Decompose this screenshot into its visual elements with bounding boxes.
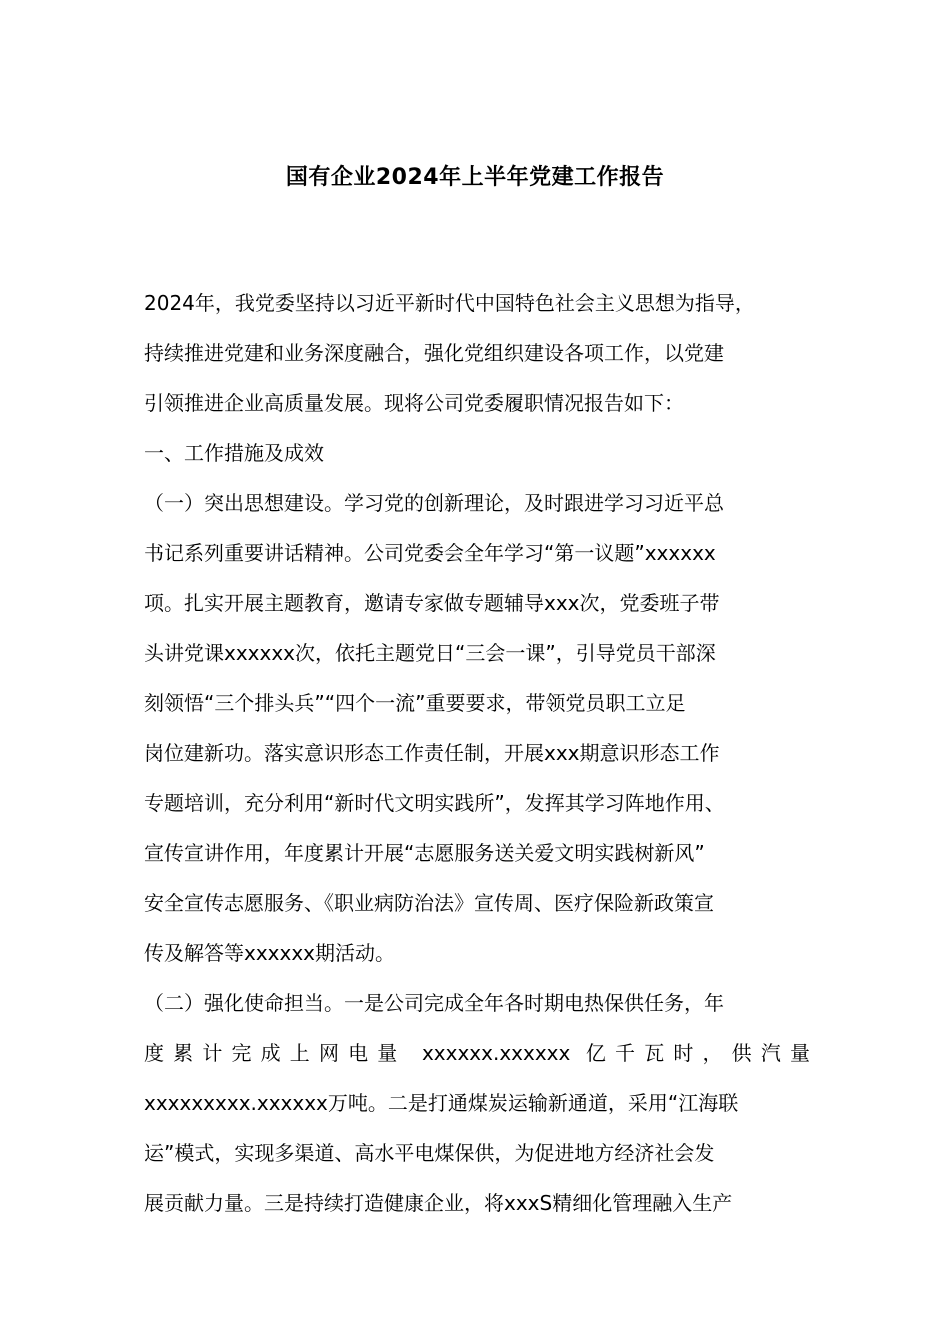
body-line: 持续推进党建和业务深度融合，强化党组织建设各项工作，以党建: [144, 341, 724, 365]
body-line: 安全宣传志愿服务、《职业病防治法》宣传周、医疗保险新政策宣: [144, 891, 714, 915]
body-line: 宣传宣讲作用，年度累计开展“志愿服务送关爱文明实践树新风”: [144, 841, 705, 865]
body-line: 头讲党课xxxxxx次，依托主题党日“三会一课”，引导党员干部深: [144, 641, 716, 665]
body-line: 专题培训，充分利用“新时代文明实践所”，发挥其学习阵地作用、: [144, 791, 725, 815]
section-heading: 一、工作措施及成效: [144, 441, 324, 465]
body-line: 度累计完成上网电量 xxxxxx.xxxxxx 亿千瓦时，供汽量: [144, 1041, 810, 1065]
body-line: 项。扎实开展主题教育，邀请专家做专题辅导xxx次，党委班子带: [144, 591, 720, 615]
document-body: [144, 278, 810, 1228]
body-line: （一）突出思想建设。学习党的创新理论，及时跟进学习习近平总: [144, 491, 724, 515]
body-line: 传及解答等xxxxxx期活动。: [144, 941, 396, 965]
body-line: 运”模式，实现多渠道、高水平电煤保供，为促进地方经济社会发: [144, 1141, 715, 1165]
body-line: 2024年，我党委坚持以习近平新时代中国特色社会主义思想为指导，: [144, 291, 755, 315]
body-line: 岗位建新功。落实意识形态工作责任制，开展xxx期意识形态工作: [144, 741, 720, 765]
body-line: （二）强化使命担当。一是公司完成全年各时期电热保供任务，年: [144, 991, 724, 1015]
body-line: 刻领悟“三个排头兵”“四个一流”重要要求，带领党员职工立足: [144, 691, 686, 715]
body-line: xxxxxxxxx.xxxxxx万吨。二是打通煤炭运输新通道，采用“江海联: [144, 1091, 739, 1115]
body-line: 展贡献力量。三是持续打造健康企业，将xxxS精细化管理融入生产: [144, 1191, 733, 1215]
body-line: 引领推进企业高质量发展。现将公司党委履职情况报告如下：: [144, 391, 684, 415]
document-title: 国有企业2024年上半年党建工作报告: [285, 165, 665, 190]
body-line: 书记系列重要讲话精神。公司党委会全年学习“第一议题”xxxxxx: [144, 541, 716, 565]
